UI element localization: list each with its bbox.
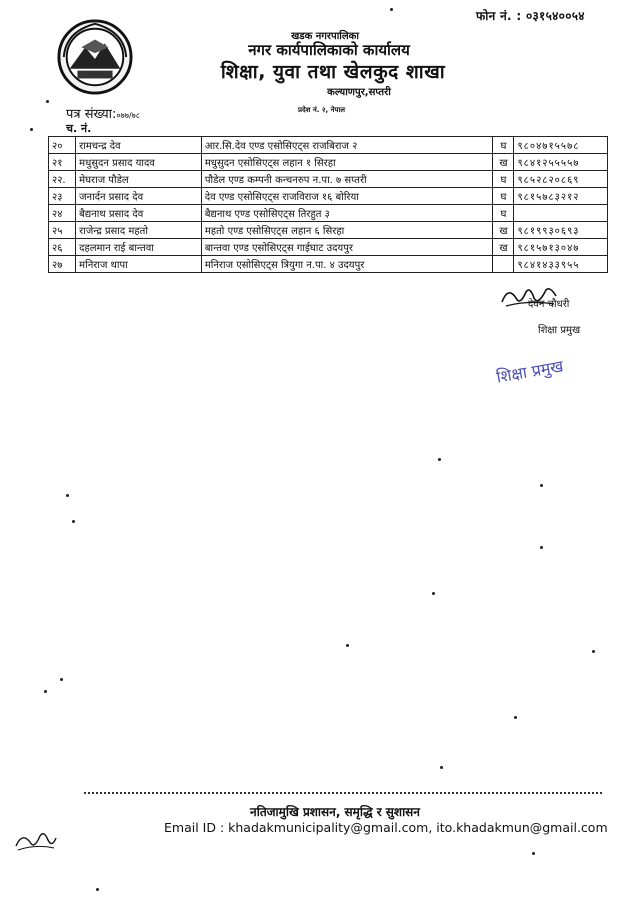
row-phone: ९८४१२५५५५७ [514,154,608,171]
row-class: ख [493,154,514,171]
office-address: कल्याणपुर,सप्तरी [327,87,391,98]
section-name: शिक्षा, युवा तथा खेलकुद शाखा [220,61,446,83]
scan-speck [346,644,349,647]
table-row [49,137,608,154]
row-phone: ९८१५७१३०४७ [514,239,608,256]
row-agency: आर.सि.देव एण्ड एसोसिएट्स राजबिराज २ [201,137,493,154]
scan-speck [540,546,543,549]
row-class [493,256,514,273]
row-name: दहलमान राई बान्तवा [76,239,202,256]
province-label: प्रदेश नं. २, नेपाल [298,106,346,114]
reference-value: ०७७/७८ [116,111,140,120]
row-phone: ९८४१४३३९५५ [514,256,608,273]
row-agency: बान्तवा एण्ड एसोसिएट्स गाईघाट उदयपुर [201,239,493,256]
row-class: ख [493,222,514,239]
scan-speck [540,484,543,487]
row-phone: ९८५२८२०८६९ [514,171,608,188]
scan-speck [96,888,99,891]
reference-label: पत्र संख्या: [66,107,117,122]
table-row [49,256,608,273]
footer-divider [84,792,602,794]
scan-speck [72,520,75,523]
reference-number [66,104,140,122]
row-serial: २६ [49,239,76,256]
row-agency: महतो एण्ड एसोसिएट्स लहान ६ सिरहा [201,222,493,239]
row-class: घ [493,205,514,222]
row-name: जनार्दन प्रसाद देव [76,188,202,205]
row-phone [514,205,608,222]
row-serial: २१ [49,154,76,171]
row-serial: २२. [49,171,76,188]
row-agency: देव एण्ड एसोसिएट्स राजविराज १६ बोरिया [201,188,493,205]
table-row [49,222,608,239]
phone-number: फोन नं. : ०३१५४००५४ [476,9,585,23]
table-row [49,154,608,171]
row-class: घ [493,137,514,154]
row-phone: ९८१५७८३२१२ [514,188,608,205]
row-phone: ९८०४७१५५७८ [514,137,608,154]
row-serial: २३ [49,188,76,205]
municipality-name: खडक नगरपालिका [291,31,359,42]
table-row [49,205,608,222]
row-agency: पौडेल एण्ड कम्पनी कन्चनरुप न.पा. ७ सप्तरी [201,171,493,188]
row-name: मनिराज थापा [76,256,202,273]
row-agency: मधुसुदन एसोसिएट्स लहान १ सिरहा [201,154,493,171]
footer-motto: नतिजामुखि प्रशासन, समृद्धि र सुशासन [250,805,420,819]
scan-speck [44,690,47,693]
office-name: नगर कार्यपालिकाको कार्यालय [248,41,410,59]
table-row [49,171,608,188]
signatory-title: शिक्षा प्रमुख [538,325,581,336]
scan-speck [60,678,63,681]
footer-email: Email ID : khadakmunicipality@gmail.com, ito.khadakmun@gmail.com [164,820,608,835]
scan-speck [66,494,69,497]
designation-stamp: शिक्षा प्रमुख [494,356,565,387]
contractor-table [48,136,608,273]
row-phone: ९८१९९३०६९३ [514,222,608,239]
row-serial: २० [49,137,76,154]
row-agency: मनिराज एसोसिएट्स त्रियुगा न.पा. ४ उदयपुर [201,256,493,273]
scan-speck [514,716,517,719]
scan-speck [432,592,435,595]
row-name: रामचन्द्र देव [76,137,202,154]
scan-speck [46,100,49,103]
row-serial: २४ [49,205,76,222]
row-name: मधुसुदन प्रसाद यादव [76,154,202,171]
row-serial: २५ [49,222,76,239]
scan-speck [440,766,443,769]
row-name: मेघराज पौडेल [76,171,202,188]
row-class: ख [493,239,514,256]
row-class: घ [493,188,514,205]
initials-scribble-icon [14,826,58,856]
scan-speck [390,8,393,11]
scan-speck [30,128,33,131]
signatory-name: देवन चौधरी [528,299,570,310]
row-class: घ [493,171,514,188]
dispatch-number-label: च. नं. [66,122,92,135]
scan-speck [532,852,535,855]
scan-speck [438,458,441,461]
row-agency: बैद्यनाथ एण्ड एसोसिएट्स तिरहुत ३ [201,205,493,222]
table-row [49,239,608,256]
row-name: बैद्यनाथ प्रसाद देव [76,205,202,222]
row-serial: २७ [49,256,76,273]
row-name: राजेन्द्र प्रसाद महतो [76,222,202,239]
scan-speck [592,650,595,653]
table-row [49,188,608,205]
